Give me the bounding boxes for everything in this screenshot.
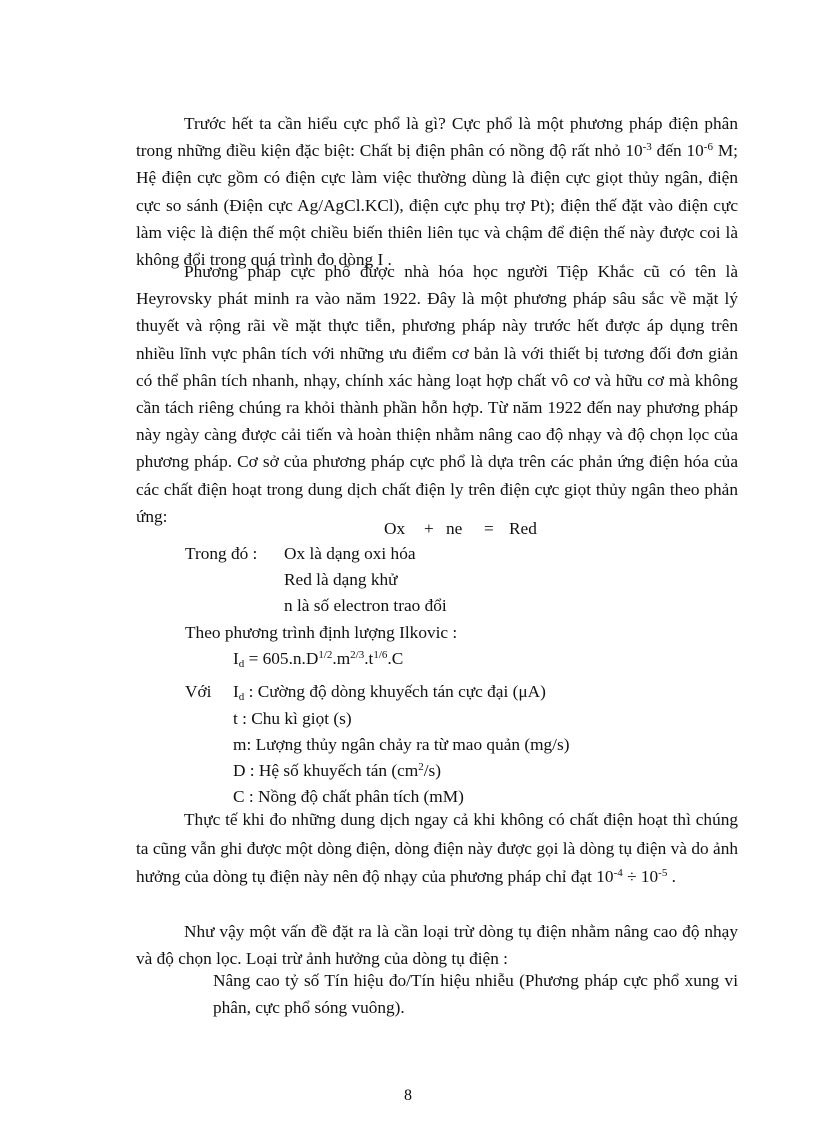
reaction-red: Red [509,519,537,538]
p3-text-a: Thực tế khi đo những dung dịch ngay cả khi không có chất điện hoạt thì chúng ta cũng vẫn ghi được một dòng điện, dòng điện này được gọi là dòng tụ điện và do ảnh hưởng của dòng tụ điện này nên độ nhạy của phương pháp chỉ đạt 10 [136,810,738,886]
p1-sup-a: -3 [642,141,652,154]
var-t: t : Chu kì giọt (s) [233,709,352,728]
paragraph-heyrovsky-history: Phương pháp cực phổ được nhà hóa học người Tiệp Khắc cũ có tên là Heyrovsky phát minh ra vào năm 1922. Đây là một phương pháp sâu sắc về mặt lý thuyết và rộng rãi về mặt thực tiễn, phương pháp này trước hết được áp dụng trên nhiều lĩnh vực phân tích với những ưu điểm cơ bản là với thiết bị tương đối đơn giản có thể phân tích nhanh, nhạy, chính xác hàng loạt hợp chất vô cơ và hữu cơ mà không cần tách riêng chúng ra khỏi thành phần hỗn hợp. Từ năm 1922 đến nay phương pháp này ngày càng được cải tiến và hoàn thiện nhằm nâng cao độ nhạy và độ chọn lọc của phương pháp. Cơ sở của phương pháp cực phổ là dựa trên các phản ứng điện hóa của các chất điện hoạt trong dung dịch chất điện ly trên điện cực giọt thủy ngân theo phản ứng: [136,262,738,526]
eq-i: I [233,649,239,668]
var-m: m: Lượng thủy ngân chảy ra từ mao quản (mg/s) [233,735,570,754]
reaction-plus: + [424,519,434,538]
var-id-sub: d [238,691,245,703]
with-label: Với [185,682,212,701]
ilkovic-intro: Theo phương trình định lượng Ilkovic : [185,623,458,642]
eq-part-d: .C [387,649,404,668]
var-D-sup: 2 [418,761,424,773]
page-number: 8 [404,1087,412,1104]
var-id-text: : Cường độ dòng khuyếch tán cực đại (μA) [244,682,546,701]
paragraph-capacitive-current [136,806,738,892]
p3-text-c: . [667,867,676,886]
var-id-i: I [233,682,239,701]
var-D-b: /s) [423,761,442,780]
reaction-ne: ne [446,519,463,538]
p1-text-c: M; Hệ điện cực gồm có điện cực làm việc thường dùng là điện cực giọt thủy ngân, điện cực so sánh (Điện cực Ag/AgCl.KCl), điện cực phụ trợ Pt); điện thế đặt vào điện cực làm việc là điện thế một chiều biến thiên liên tục và chậm để điện thế này được coi là không đổi trong quá trình đo dòng I . [136,141,738,270]
p1-text-a: Trước hết ta cần hiểu cực phổ là gì? Cực phổ là một phương pháp điện phân trong những điều kiện đặc biệt: Chất bị điện phân có nồng độ rất nhỏ 10 [136,114,738,161]
paragraph-polarography-definition [136,110,738,273]
where-label: Trong đó : [185,544,258,563]
reaction-equals: = [484,519,494,538]
var-D [233,757,441,784]
eq-sup-c: 1/6 [373,649,388,661]
paragraph-eliminate-capacitive: Như vậy một vấn đề đặt ra là cần loại trừ dòng tụ điện nhằm nâng cao độ nhạy và độ chọn lọc. Loại trừ ảnh hưởng của dòng tụ điện : [136,922,738,969]
n-definition: n là số electron trao đổi [284,596,447,615]
p3-sup-a: -4 [613,867,623,879]
paragraph-signal-noise: Nâng cao tỷ số Tín hiệu đo/Tín hiệu nhiễu (Phương pháp cực phổ xung vi phân, cực phổ sóng vuông). [213,971,738,1018]
var-C: C : Nồng độ chất phân tích (mM) [233,787,464,806]
eq-i-sub: d [238,658,245,670]
var-D-a: D : Hệ số khuyếch tán (cm [233,761,419,780]
p1-sup-b: -6 [703,141,713,154]
ox-definition: Ox là dạng oxi hóa [284,544,416,563]
var-id [233,678,546,705]
eq-sup-a: 1/2 [318,649,333,661]
p3-text-b: ÷ 10 [622,867,659,886]
red-definition: Red là dạng khử [284,570,398,589]
eq-part-a: = 605.n.D [244,649,319,668]
eq-part-c: .t [364,649,374,668]
p1-text-b: đến 10 [651,141,704,161]
reaction-ox: Ox [384,519,406,538]
p3-sup-b: -5 [658,867,668,879]
eq-part-b: .m [332,649,351,668]
eq-sup-b: 2/3 [350,649,365,661]
ilkovic-equation [233,645,403,672]
